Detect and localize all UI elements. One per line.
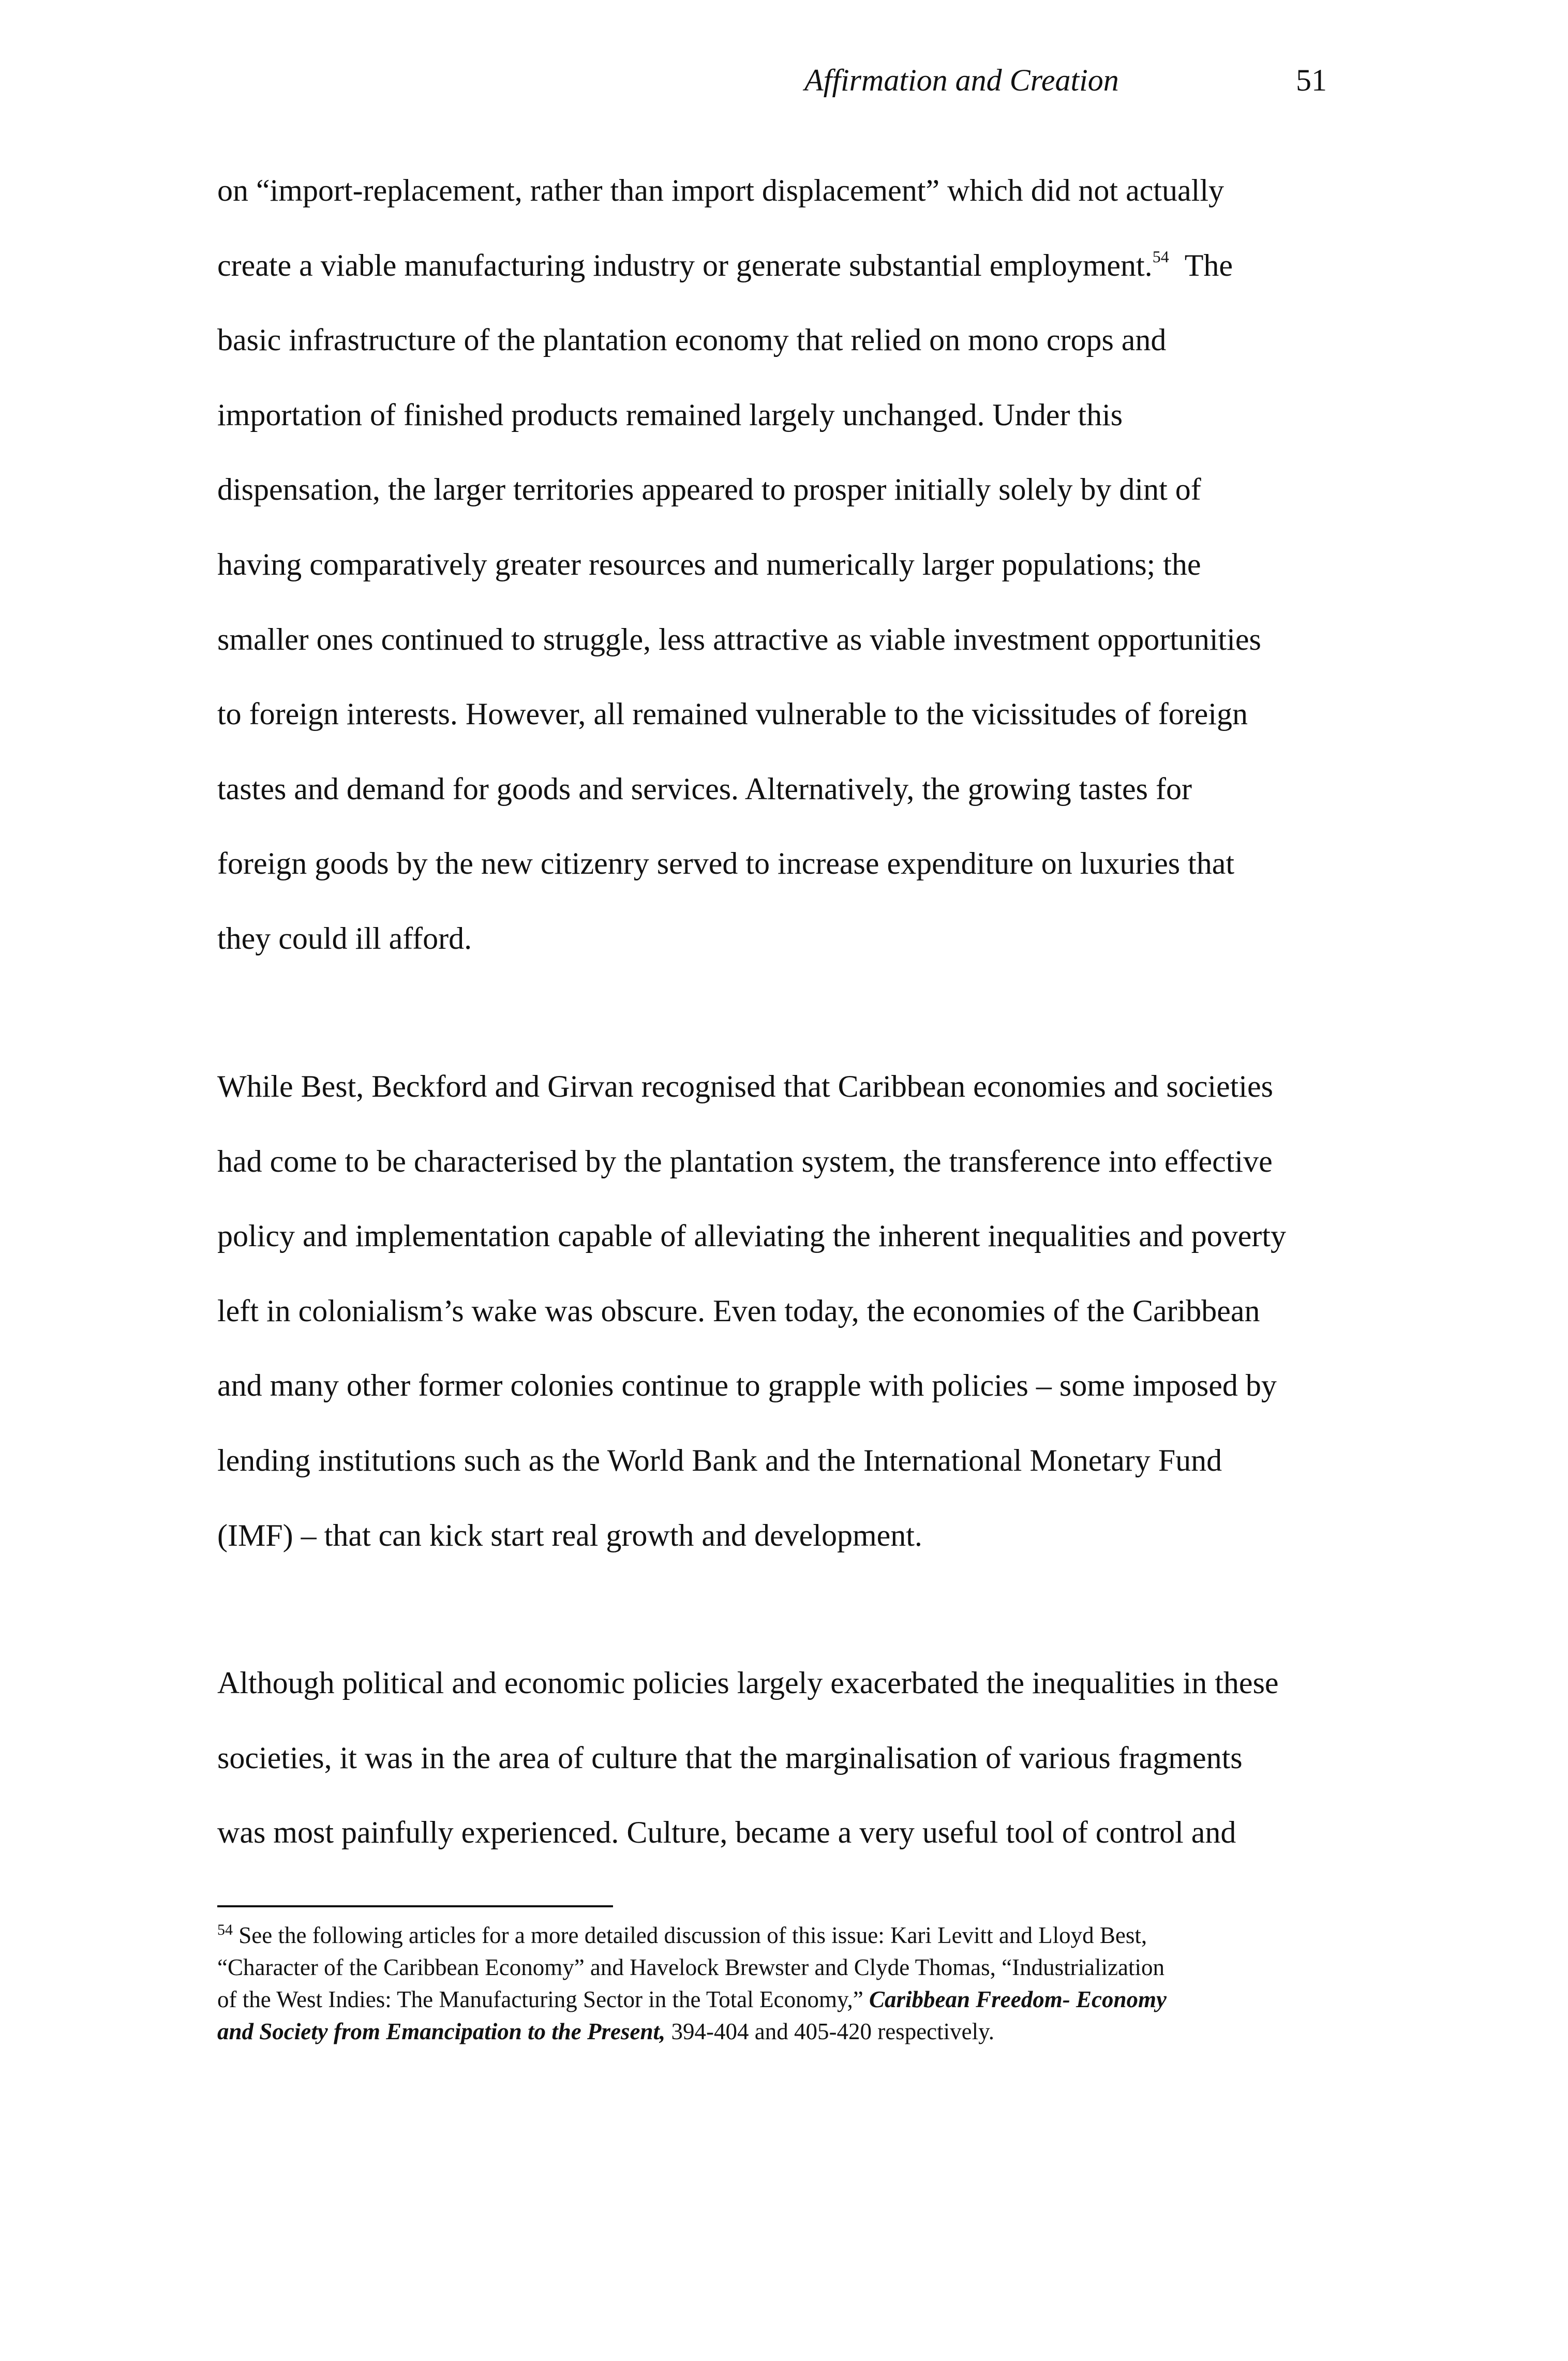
footnote-line [217, 1919, 1340, 1951]
paragraph-line: left in colonialism’s wake was obscure. Even today, the economies of the Caribbean [217, 1293, 1260, 1328]
footnote-line [217, 2015, 1340, 2048]
page-number: 51 [1296, 63, 1327, 97]
paragraph-line: (IMF) – that can kick start real growth and development. [217, 1518, 922, 1552]
footnote-54 [217, 1919, 1340, 2048]
paragraph-line: to foreign interests. However, all remained vulnerable to the vicissitudes of foreign [217, 697, 1248, 731]
footnote-book-title: and Society from Emancipation to the Present, [217, 2019, 666, 2044]
paragraph-line: they could ill afford. [217, 921, 472, 955]
footnote-number: 54 [217, 1921, 233, 1938]
paragraph-line-with-footnote-ref [217, 228, 1340, 303]
footnote-line: “Character of the Caribbean Economy” and Havelock Brewster and Clyde Thomas, “Industrialization [217, 1954, 1165, 1980]
paragraph-3 [217, 1646, 1340, 1870]
paragraph-1 [217, 153, 1340, 976]
footnote-book-title: Caribbean Freedom- Economy [869, 1986, 1167, 2012]
footnote-text: 394-404 and 405-420 respectively. [665, 2019, 994, 2044]
running-header [804, 57, 1327, 103]
footnote-divider [217, 1905, 613, 1907]
paragraph-line: dispensation, the larger territories appeared to prosper initially solely by dint of [217, 472, 1201, 507]
paragraph-line: While Best, Beckford and Girvan recognised that Caribbean economies and societies [217, 1069, 1273, 1103]
paragraph-line: had come to be characterised by the plantation system, the transference into effective [217, 1144, 1273, 1178]
paragraph-line: and many other former colonies continue to grapple with policies – some imposed by [217, 1368, 1277, 1403]
paragraph-line: was most painfully experienced. Culture, became a very useful tool of control and [217, 1815, 1236, 1850]
paragraph-line: lending institutions such as the World Bank and the International Monetary Fund [217, 1443, 1222, 1477]
paragraph-line: importation of finished products remained largely unchanged. Under this [217, 397, 1123, 432]
paragraph-line: basic infrastructure of the plantation economy that relied on mono crops and [217, 323, 1167, 357]
paragraph-line: on “import-replacement, rather than import displacement” which did not actually [217, 173, 1224, 207]
paragraph-line: policy and implementation capable of alleviating the inherent inequalities and poverty [217, 1219, 1286, 1253]
running-header-title: Affirmation and Creation [804, 63, 1119, 97]
paragraph-line: having comparatively greater resources and numerically larger populations; the [217, 547, 1201, 581]
paragraph-line: smaller ones continued to struggle, less attractive as viable investment opportunities [217, 622, 1261, 656]
paragraph-line-text: create a viable manufacturing industry or generate substantial employment. [217, 248, 1153, 282]
footnote-text: See the following articles for a more detailed discussion of this issue: Kari Levitt and Lloyd Best, [238, 1922, 1147, 1948]
paragraph-line: Although political and economic policies largely exacerbated the inequalities in these [217, 1666, 1279, 1700]
footnote-text: of the West Indies: The Manufacturing Sector in the Total Economy,” [217, 1986, 869, 2012]
footnote-line [217, 1983, 1340, 2015]
footnote-reference[interactable]: 54 [1152, 247, 1169, 266]
paragraph-line: foreign goods by the new citizenry served to increase expenditure on luxuries that [217, 846, 1235, 881]
paragraph-line: tastes and demand for goods and services. Alternatively, the growing tastes for [217, 771, 1192, 806]
paragraph-line: societies, it was in the area of culture that the marginalisation of various fragments [217, 1740, 1243, 1775]
paragraph-2 [217, 1049, 1340, 1573]
paragraph-line-tail: The [1184, 248, 1233, 282]
